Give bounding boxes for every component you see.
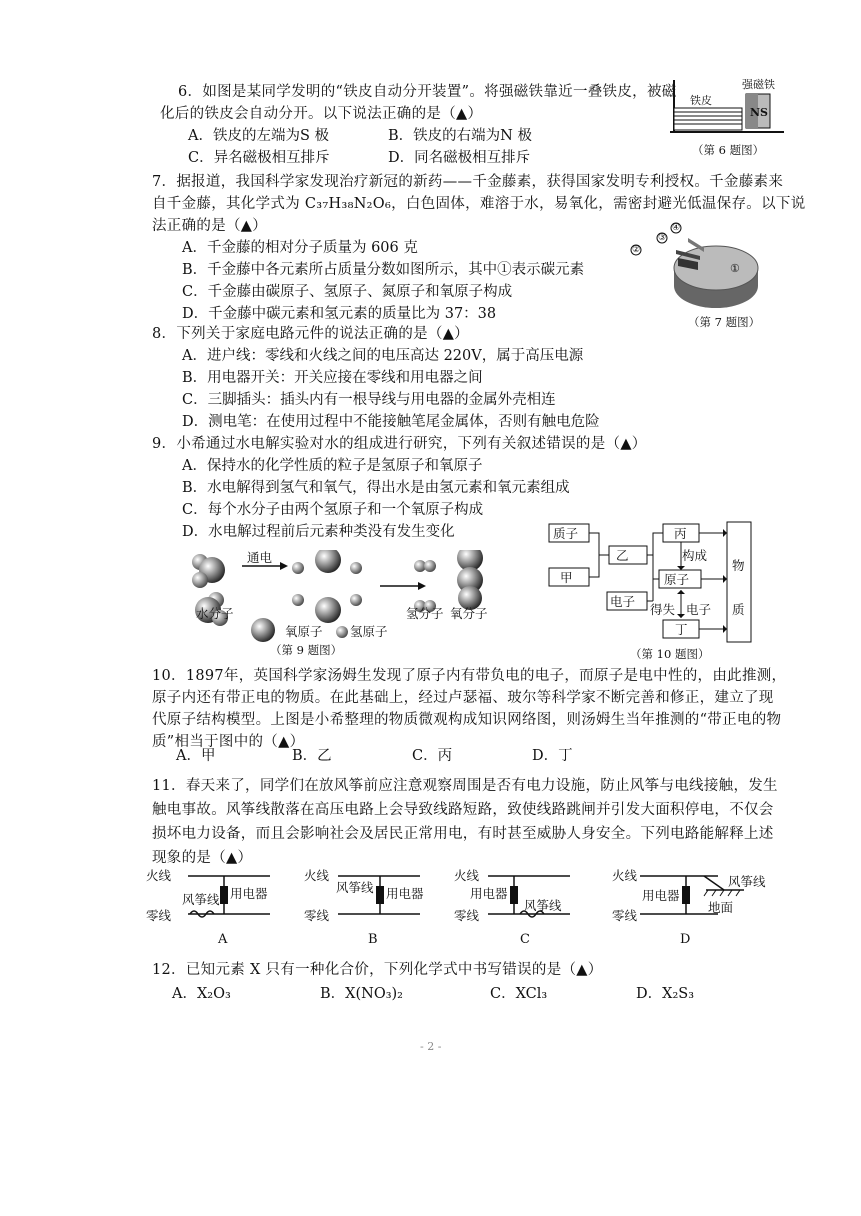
q10-gainlose-label: 得失 [650,602,676,617]
q11-a-live: 火线 [146,868,172,883]
q10-proton-box: 质子 [553,526,579,541]
q7-option-d: D．千金藤中碳元素和氢元素的质量比为 37：38 [182,306,497,322]
q6-caption: （第 6 题图） [692,143,765,157]
q11-d-ground: 地面 [708,900,734,915]
q7-pie-label-4: ④ [672,223,681,233]
q11-a-neutral: 零线 [146,908,172,923]
q6-fig-ns-label: NS [750,106,768,119]
q10-compose-label: 构成 [682,548,708,563]
q10-option-d: D．丁 [532,748,573,764]
q11-b-letter: B [368,932,378,947]
q11-c-appliance: 用电器 [470,886,508,901]
q11-line4: 现象的是（▲） [152,850,253,866]
q12-line1: 12．已知元素 X 只有一种化合价，下列化学式中书写错误的是（▲） [152,962,603,978]
q10-line3: 代原子结构模型。上图是小希整理的物质微观构成知识网络图，则汤姆生当年推测的“带正电的物 [152,712,782,728]
q9-option-d: D．水电解过程前后元素种类没有发生变化 [182,524,455,540]
q10-option-a: A．甲 [176,748,216,764]
q7-option-b: B．千金藤中各元素所占质量分数如图所示，其中①表示碳元素 [182,262,585,278]
q7-caption: （第 7 题图） [688,315,761,329]
q11-line3: 损坏电力设备，而且会影响社会及居民正常用电，有时甚至威胁人身安全。下列电路能解释上述 [152,826,774,842]
q6-option-c: C．异名磁极相互排斥 [188,150,330,166]
q10-matter-1: 物 [732,558,745,573]
q9-h-atom-label: 氢原子 [350,624,388,639]
q11-a-kite: 风筝线 [182,892,220,907]
q7-pie-label-1: ① [730,262,740,275]
q8-option-d: D．测电笔：在使用过程中不能接触笔尾金属体，否则有触电危险 [182,414,600,430]
q10-caption: （第 10 题图） [630,647,710,661]
q12-option-d: D．X₂S₃ [636,986,695,1002]
q10-electron-box: 电子 [610,594,636,609]
q11-d-appliance: 用电器 [642,888,680,903]
q6-option-a: A．铁皮的左端为S 极 [188,128,330,144]
q10-bing-box: 丙 [674,526,687,541]
q7-option-a: A．千金藤的相对分子质量为 606 克 [182,240,418,256]
q6-option-b: B．铁皮的右端为N 极 [388,128,532,144]
q10-electron2-label: 电子 [686,602,712,617]
q10-line1: 10．1897年，英国科学家汤姆生发现了原子内有带负电的电子，而原子是电中性的，由此推测， [152,668,787,684]
q9-option-c: C．每个水分子由两个氢原子和一个氧原子构成 [182,502,484,518]
q6-fig-iron-label: 铁皮 [690,94,712,107]
q9-electrolysis-figure [180,550,510,650]
q11-d-kite: 风筝线 [728,874,766,889]
q8-option-b: B．用电器开关：开关应接在零线和用电器之间 [182,370,483,386]
q11-c-kite: 风筝线 [524,898,562,913]
q7-line3: 法正确的是（▲） [152,218,268,234]
q11-line2: 触电事故。风筝线散落在高压电路上会导致线路短路，致使线路跳闸并引发大面积停电，不仅会 [152,802,774,818]
q9-o2-label: 氧分子 [450,606,488,621]
q11-d-letter: D [680,932,691,947]
q9-electrolysis-label: 通电 [247,550,273,565]
q11-b-neutral: 零线 [304,908,330,923]
q12-option-c: C．XCl₃ [490,986,548,1002]
q11-a-letter: A [218,932,228,947]
q7-pie-label-2: ② [632,245,641,255]
q10-yi-box: 乙 [616,548,629,563]
q7-line2: 自千金藤，其化学式为 C₃₇H₃₈N₂O₆，白色固体，难溶于水，易氧化，需密封避光低温保存。以下说 [152,196,806,212]
q10-option-c: C．丙 [412,748,453,764]
q10-ding-box: 丁 [675,622,688,637]
q9-o-atom-label: 氧原子 [285,624,323,639]
q11-c-live: 火线 [454,868,480,883]
q6-option-d: D．同名磁极相互排斥 [388,150,531,166]
q9-water-label: 水分子 [196,606,234,621]
q12-option-a: A．X₂O₃ [172,986,231,1002]
q6-line2: 化后的铁皮会自动分开。以下说法正确的是（▲） [160,106,483,122]
q10-option-b: B．乙 [292,748,332,764]
q9-option-b: B．水电解得到氢气和氧气，得出水是由氢元素和氧元素组成 [182,480,570,496]
q10-matter-2: 质 [732,602,745,617]
q6-line1: 6．如图是某同学发明的“铁皮自动分开装置”。将强磁铁靠近一叠铁皮，被磁 [178,84,677,100]
q11-c-letter: C [520,932,530,947]
q11-a-appliance: 用电器 [230,886,268,901]
q10-line4: 质”相当于图中的（▲） [152,734,305,750]
page-number: - 2 - [420,1040,442,1053]
q12-option-b: B．X(NO₃)₂ [320,986,403,1002]
q9-caption: （第 9 题图） [270,643,343,657]
q11-b-appliance: 用电器 [386,886,424,901]
q10-line2: 原子内还有带正电的物质。在此基础上，经过卢瑟福、玻尔等科学家不断完善和修正，建立了现 [152,690,774,706]
q7-line1: 7．据报道，我国科学家发现治疗新冠的新药——千金藤素，获得国家发明专利授权。千金藤素来 [152,174,784,190]
q11-d-live: 火线 [612,868,638,883]
q11-c-neutral: 零线 [454,908,480,923]
q11-d-neutral: 零线 [612,908,638,923]
q10-jia-box: 甲 [560,570,573,585]
q11-b-kite: 风筝线 [336,880,374,895]
q8-option-a: A．进户线：零线和火线之间的电压高达 220V，属于高压电源 [182,348,584,364]
q9-h2-label: 氢分子 [406,606,444,621]
q8-option-c: C．三脚插头：插头内有一根导线与用电器的金属外壳相连 [182,392,556,408]
q9-line1: 9．小希通过水电解实验对水的组成进行研究，下列有关叙述错误的是（▲） [152,436,647,452]
q8-line1: 8．下列关于家庭电路元件的说法正确的是（▲） [152,326,469,342]
q10-atom-box: 原子 [664,572,690,587]
q11-line1: 11．春天来了，同学们在放风筝前应注意观察周围是否有电力设施，防止风筝与电线接触，发生 [152,778,778,794]
q7-pie-label-3: ③ [658,233,667,243]
q7-option-c: C．千金藤由碳原子、氢原子、氮原子和氧原子构成 [182,284,513,300]
q9-option-a: A．保持水的化学性质的粒子是氢原子和氧原子 [182,458,483,474]
q11-b-live: 火线 [304,868,330,883]
q6-fig-magnet-label: 强磁铁 [742,78,775,91]
